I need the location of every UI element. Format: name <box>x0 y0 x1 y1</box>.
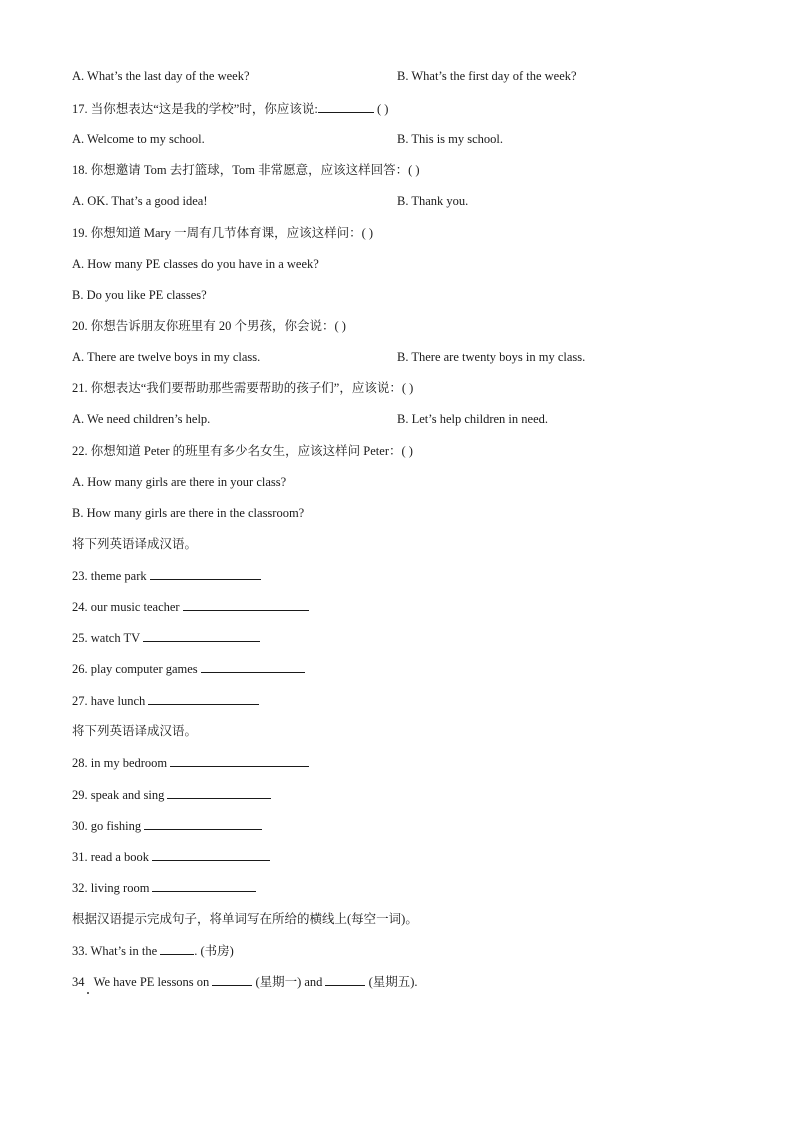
item-26-text: 26. play computer games <box>72 662 198 676</box>
q18-option-b: B. Thank you. <box>397 194 469 208</box>
item-24-blank[interactable] <box>183 598 309 611</box>
section1-heading: 将下列英语译成汉语。 <box>72 537 198 551</box>
q33-before: 33. What’s in the <box>72 944 158 958</box>
list-item-27 <box>72 692 259 709</box>
q20-stem: 20. 你想告诉朋友你班里有 20 个男孩，你会说：( ) <box>72 319 346 333</box>
q17-stem-row <box>72 100 388 117</box>
q21-stem: 21. 你想表达“我们要帮助那些需要帮助的孩子们”，应该说：( ) <box>72 381 414 395</box>
list-item-26 <box>72 660 305 677</box>
q16-option-b: B. What’s the first day of the week? <box>397 69 577 83</box>
item-23-text: 23. theme park <box>72 569 147 583</box>
q34-blank-2[interactable] <box>325 973 365 986</box>
item-23-blank[interactable] <box>150 567 261 580</box>
q19-option-b: B. Do you like PE classes? <box>72 288 207 302</box>
q17-option-b: B. This is my school. <box>397 132 504 146</box>
list-item-30 <box>72 817 262 834</box>
list-item-31 <box>72 848 270 865</box>
q33-blank[interactable] <box>160 942 194 955</box>
list-item-28 <box>72 754 309 771</box>
q34-number: 34 <box>72 975 85 989</box>
q34-blank-1[interactable] <box>212 973 252 986</box>
list-item-25 <box>72 629 260 646</box>
q17-option-a: A. Welcome to my school. <box>72 132 205 146</box>
list-item-29 <box>72 786 271 803</box>
q21-option-a: A. We need children’s help. <box>72 412 211 426</box>
item-27-text: 27. have lunch <box>72 694 146 708</box>
list-item-23 <box>72 567 261 584</box>
q34-row <box>72 973 418 990</box>
q18-option-a: A. OK. That’s a good idea! <box>72 194 208 208</box>
q21-option-b: B. Let’s help children in need. <box>397 412 549 426</box>
q19-stem: 19. 你想知道 Mary 一周有几节体育课，应该这样问：( ) <box>72 226 374 240</box>
item-30-blank[interactable] <box>144 817 262 830</box>
list-item-24 <box>72 598 309 615</box>
q34-hint-1: (星期一) and <box>255 975 323 989</box>
stray-dot <box>87 992 89 994</box>
section3-heading: 根据汉语提示完成句子，将单词写在所给的横线上(每空一词)。 <box>72 912 418 926</box>
q19-option-a: A. How many PE classes do you have in a week? <box>72 257 319 271</box>
q22-stem: 22. 你想知道 Peter 的班里有多少名女生，应该这样问 Peter：( ) <box>72 444 413 458</box>
q34-before: We have PE lessons on <box>93 975 210 989</box>
q17-paren: ( ) <box>376 102 389 116</box>
item-27-blank[interactable] <box>148 692 259 705</box>
q16-option-a: A. What’s the last day of the week? <box>72 69 250 83</box>
item-25-text: 25. watch TV <box>72 631 141 645</box>
item-28-blank[interactable] <box>170 754 309 767</box>
q22-option-a: A. How many girls are there in your class? <box>72 475 287 489</box>
q20-option-b: B. There are twenty boys in my class. <box>397 350 586 364</box>
section2-heading: 将下列英语译成汉语。 <box>72 724 198 738</box>
item-32-blank[interactable] <box>152 879 256 892</box>
item-26-blank[interactable] <box>201 660 305 673</box>
q17-answer-blank[interactable] <box>318 100 374 113</box>
q22-option-b: B. How many girls are there in the classroom? <box>72 506 305 520</box>
item-31-blank[interactable] <box>152 848 270 861</box>
q17-stem: 17. 当你想表达“这是我的学校”时，你应该说: <box>72 102 318 116</box>
q20-option-a: A. There are twelve boys in my class. <box>72 350 261 364</box>
q33-row <box>72 942 234 959</box>
item-30-text: 30. go fishing <box>72 819 142 833</box>
item-29-text: 29. speak and sing <box>72 788 165 802</box>
item-25-blank[interactable] <box>143 629 260 642</box>
q18-stem: 18. 你想邀请 Tom 去打篮球，Tom 非常愿意，应该这样回答：( ) <box>72 163 420 177</box>
q34-hint-2: (星期五). <box>368 975 418 989</box>
item-28-text: 28. in my bedroom <box>72 756 168 770</box>
q33-after: . (书房) <box>194 944 234 958</box>
item-24-text: 24. our music teacher <box>72 600 180 614</box>
item-29-blank[interactable] <box>167 786 271 799</box>
list-item-32 <box>72 879 256 896</box>
item-31-text: 31. read a book <box>72 850 150 864</box>
item-32-text: 32. living room <box>72 881 150 895</box>
